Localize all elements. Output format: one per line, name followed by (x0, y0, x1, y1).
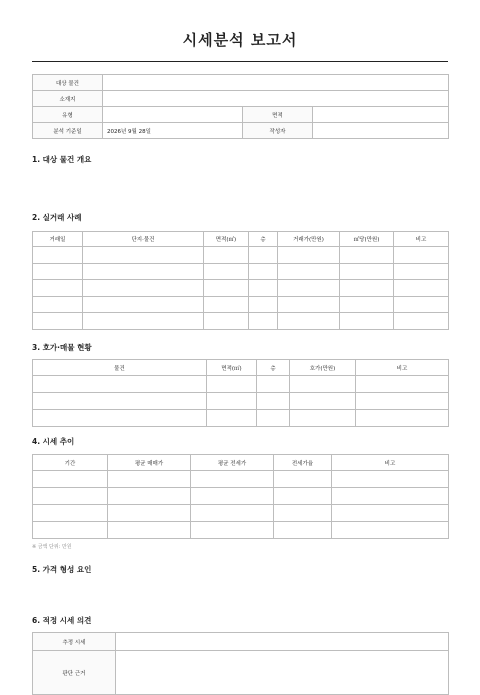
trades-header-area: 면적(㎡) (204, 232, 249, 247)
area-label: 면적 (243, 107, 313, 123)
table-row (33, 393, 449, 410)
unit-note: ※ 금액 단위: 만원 (32, 544, 72, 550)
table-row (33, 522, 449, 539)
date-value: 2026년 9월 28일 (103, 123, 243, 139)
trend-header-avg-sale: 평균 매매가 (108, 455, 191, 471)
info-table (32, 74, 449, 139)
trend-header-avg-jeonse: 평균 전세가 (191, 455, 274, 471)
trend-header-remarks: 비고 (332, 455, 449, 471)
listings-header-row (33, 360, 449, 376)
type-value (103, 107, 243, 123)
target-label: 대상 물건 (33, 75, 103, 91)
opinion-row-estimate (33, 633, 449, 651)
info-row-type (33, 107, 449, 123)
trades-header-date: 거래일 (33, 232, 83, 247)
trend-header-period: 기간 (33, 455, 108, 471)
trades-header-complex: 단지·물건 (83, 232, 204, 247)
author-label: 작성자 (243, 123, 313, 139)
estimate-value (116, 633, 449, 651)
table-row (33, 376, 449, 393)
table-row (33, 296, 449, 313)
trades-header-price: 거래가(만원) (278, 232, 340, 247)
trades-header-floor: 층 (249, 232, 278, 247)
area-value (313, 107, 449, 123)
location-label: 소재지 (33, 91, 103, 107)
table-row (33, 471, 449, 488)
estimate-label: 추정 시세 (33, 633, 116, 651)
date-label: 분석 기준일 (33, 123, 103, 139)
target-value (103, 75, 449, 91)
listings-header-ask-price: 호가(만원) (290, 360, 356, 376)
table-row (33, 488, 449, 505)
section-1-heading: 1. 대상 물건 개요 (32, 155, 92, 164)
opinion-table (32, 632, 449, 695)
section-5-heading: 5. 가격 형성 요인 (32, 565, 92, 574)
table-row (33, 280, 449, 297)
trades-header-per-sqm: ㎡당(만원) (340, 232, 394, 247)
trades-header-remarks: 비고 (394, 232, 449, 247)
page-title: 시세분석 보고서 (182, 31, 298, 49)
listings-header-area: 면적(㎡) (207, 360, 257, 376)
opinion-row-basis (33, 651, 449, 695)
info-row-target (33, 75, 449, 91)
section-4-heading: 4. 시세 추이 (32, 437, 75, 446)
section-3-heading: 3. 호가·매물 현황 (32, 343, 92, 352)
title-divider (32, 61, 448, 62)
trades-header-row (33, 232, 449, 247)
trend-header-row (33, 455, 449, 471)
info-row-location (33, 91, 449, 107)
table-row (33, 505, 449, 522)
listings-header-remarks: 비고 (356, 360, 449, 376)
table-row (33, 410, 449, 427)
trades-table (32, 231, 449, 330)
basis-label: 판단 근거 (33, 651, 116, 695)
listings-header-property: 물건 (33, 360, 207, 376)
section-2-heading: 2. 실거래 사례 (32, 213, 82, 222)
listings-table (32, 359, 449, 427)
author-value (313, 123, 449, 139)
info-row-date (33, 123, 449, 139)
table-row (33, 263, 449, 280)
type-label: 유형 (33, 107, 103, 123)
location-value (103, 91, 449, 107)
listings-header-floor: 층 (257, 360, 290, 376)
section-6-heading: 6. 적정 시세 의견 (32, 616, 92, 625)
basis-value (116, 651, 449, 695)
table-row (33, 313, 449, 330)
trend-table (32, 454, 449, 539)
table-row (33, 247, 449, 264)
trend-header-jeonse-ratio: 전세가율 (274, 455, 332, 471)
